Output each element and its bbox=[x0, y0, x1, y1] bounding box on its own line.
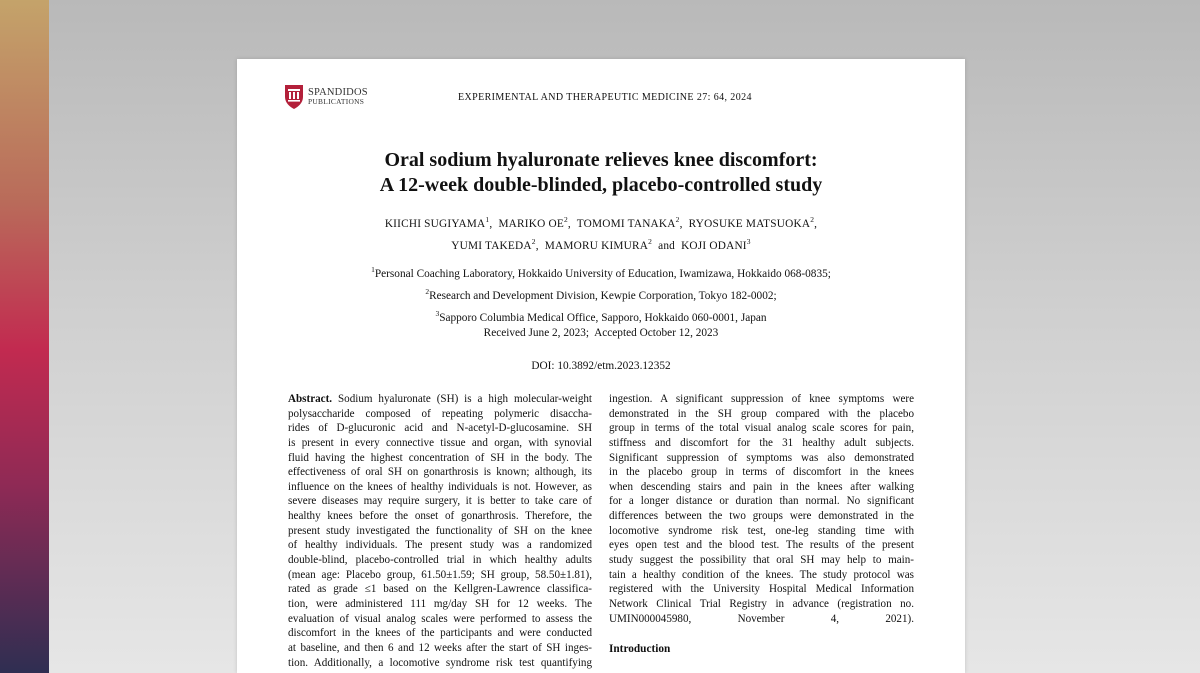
paper-title bbox=[237, 148, 965, 198]
abstract-line bbox=[288, 656, 592, 671]
abstract-line bbox=[288, 538, 592, 553]
shield-crest-icon bbox=[284, 84, 304, 110]
abstract-line-text: discomfort in the knees of the participants and were conducted bbox=[288, 627, 592, 640]
abstract-line-text: in the placebo group in terms of discomfort in the knees bbox=[609, 466, 914, 479]
abstract-line-text: at baseline, and then 6 and 12 weeks after the start of SH inges- bbox=[288, 641, 592, 654]
abstract-line-text: double-blind, placebo-controlled trial in which healthy adults bbox=[288, 554, 592, 567]
abstract-left-column bbox=[288, 392, 592, 670]
abstract-line bbox=[288, 509, 592, 524]
abstract-line bbox=[609, 421, 914, 436]
abstract-line-text: when descending stairs and pain in the knees after walking bbox=[609, 480, 914, 493]
journal-header: EXPERIMENTAL AND THERAPEUTIC MEDICINE 27: 64, 2024 bbox=[458, 92, 752, 103]
abstract-line bbox=[288, 582, 592, 597]
affiliation: $^3$Sapporo Columbia Medical Office, Sapporo, Hokkaido 060-0001, Japan bbox=[435, 308, 767, 324]
title-line: Oral sodium hyaluronate relieves knee discomfort: bbox=[384, 149, 818, 171]
author-name: YUMI TAKEDA bbox=[451, 239, 532, 252]
abstract-line bbox=[288, 465, 592, 480]
abstract-line bbox=[609, 524, 914, 539]
abstract-line-text: effectiveness of oral SH on gonarthrosis is known; although, its bbox=[288, 466, 592, 479]
abstract-line-text: group in terms of the total visual analog scale scores for pain, bbox=[609, 422, 914, 435]
received-accepted-dates: Received June 2, 2023; Accepted October 12, 2023 bbox=[483, 327, 719, 339]
publisher-subname: PUBLICATIONS bbox=[308, 97, 365, 106]
abstract-line bbox=[288, 524, 592, 539]
publisher-logo bbox=[284, 84, 374, 112]
abstract-line-text: stiffness and discomfort for the 31 healthy adult subjects. bbox=[609, 436, 914, 449]
abstract-line bbox=[288, 641, 592, 656]
abstract-line bbox=[288, 612, 592, 627]
affiliation-marker: 2 bbox=[675, 215, 680, 224]
abstract-line-text: (mean age: Placebo group, 61.50±1.59; SH group, 58.50±1.81), bbox=[288, 568, 592, 581]
abstract-line-text: evaluation of visual analog scales were performed to assess the bbox=[288, 612, 592, 625]
abstract-line-text: UMIN000045980, November 4, 2021). bbox=[609, 612, 914, 625]
abstract-line bbox=[288, 568, 592, 583]
decorative-color-stripe bbox=[0, 0, 49, 673]
abstract-line bbox=[609, 480, 914, 495]
abstract-right-column bbox=[609, 392, 914, 626]
affiliation-marker: 2 bbox=[531, 236, 536, 246]
author-name: MAMORU KIMURA bbox=[544, 239, 649, 252]
abstract-line bbox=[288, 407, 592, 422]
abstract-line-text: registered with the University Hospital Medical Information bbox=[609, 583, 914, 596]
abstract-line-text: for a longer distance or duration than normal. No significant bbox=[609, 495, 914, 508]
abstract-line-text: study suggest the possibility that oral SH may help to main- bbox=[609, 554, 914, 567]
abstract-line-text: is present in every connective tissue and organ, with synovial bbox=[288, 436, 592, 449]
abstract-line-text: Sodium hyaluronate (SH) is a high molecular-weight bbox=[337, 393, 592, 405]
abstract-line-text: rated as grade ≤1 based on the Kellgren-Lawrence classifica- bbox=[288, 583, 592, 596]
abstract-line bbox=[288, 626, 592, 641]
abstract-line-text: severe diseases may require surgery, it is better to take care of bbox=[288, 495, 592, 508]
abstract-line-text: demonstrated in the SH group compared with the placebo bbox=[609, 407, 914, 420]
affiliation-marker: 2 bbox=[648, 236, 653, 246]
abstract-line-text: tion, were administered 111 mg/day SH for 12 weeks. The bbox=[288, 597, 592, 610]
affiliation: $^2$Research and Development Division, Kewpie Corporation, Tokyo 182-0002; bbox=[425, 286, 777, 302]
section-heading-introduction: Introduction bbox=[609, 643, 671, 655]
abstract-line bbox=[609, 451, 914, 466]
abstract-line-text: polysaccharide composed of repeating polymeric disaccha- bbox=[288, 407, 592, 420]
author-name: TOMOMI TANAKA bbox=[576, 217, 676, 230]
author-name: MARIKO OE bbox=[498, 217, 564, 230]
abstract-line-text: healthy knees before the onset of gonarthrosis. Therefore, the bbox=[288, 510, 592, 523]
affiliation-marker: 1 bbox=[485, 215, 490, 224]
abstract-line-text: Significant suppression of symptoms was also demonstrated bbox=[609, 451, 914, 464]
abstract-line-text: differences between the two groups were demonstrated in the bbox=[609, 510, 914, 523]
abstract-label: Abstract. bbox=[288, 393, 338, 405]
abstract-line bbox=[288, 392, 592, 407]
abstract-line bbox=[609, 538, 914, 553]
abstract-line bbox=[609, 597, 914, 612]
abstract-line bbox=[609, 407, 914, 422]
abstract-line bbox=[288, 480, 592, 495]
author-name: KOJI ODANI bbox=[681, 239, 747, 252]
abstract-line bbox=[609, 582, 914, 597]
abstract-line bbox=[288, 494, 592, 509]
abstract-line bbox=[609, 494, 914, 509]
abstract-line-text: Network Clinical Trial Registry in advance (registration no. bbox=[609, 597, 914, 610]
abstract-line bbox=[288, 421, 592, 436]
author-name: KIICHI SUGIYAMA bbox=[384, 217, 486, 230]
abstract-line bbox=[609, 392, 914, 407]
abstract-line-text: tion. Additionally, a locomotive syndrome risk test quantifying bbox=[288, 656, 592, 669]
paper-page bbox=[237, 59, 965, 673]
abstract-line bbox=[288, 451, 592, 466]
affiliation-marker: 2 bbox=[810, 215, 815, 224]
abstract-line bbox=[288, 597, 592, 612]
affiliation-marker: 3 bbox=[746, 236, 751, 246]
abstract-line bbox=[609, 553, 914, 568]
title-line: A 12-week double-blinded, placebo-controlled study bbox=[379, 174, 823, 196]
abstract-line-text: influence on the knees of healthy individuals is not. However, as bbox=[288, 480, 592, 493]
affiliation-list bbox=[237, 261, 965, 326]
affiliation-marker: 2 bbox=[563, 215, 568, 224]
abstract-line-text: of healthy individuals. The present study was a randomized bbox=[288, 539, 592, 552]
author-line: YUMI TAKEDA$^2$, MAMORU KIMURA$^2$ and KOJI ODANI$^3$ bbox=[451, 236, 751, 252]
abstract-line-text: present study investigated the functionality of SH on the knee bbox=[288, 524, 592, 537]
abstract-line bbox=[288, 553, 592, 568]
abstract-line bbox=[609, 612, 914, 627]
abstract-line bbox=[288, 436, 592, 451]
abstract-line bbox=[609, 509, 914, 524]
abstract-line-text: fluid having the highest concentration of SH in the body. The bbox=[288, 451, 592, 464]
author-line: KIICHI SUGIYAMA$^1$, MARIKO $OE^2$, TOMOMI TANAKA$^2$, RYOSUKE MATSUOKA$^2$, bbox=[384, 215, 818, 230]
abstract-line-text: ingestion. A significant suppression of knee symptoms were bbox=[609, 393, 914, 405]
author-name: RYOSUKE MATSUOKA bbox=[688, 217, 811, 230]
abstract-line bbox=[609, 436, 914, 451]
doi-line: DOI: 10.3892/etm.2023.12352 bbox=[531, 360, 671, 372]
abstract-line-text: locomotive syndrome risk test, one-leg standing time with bbox=[609, 524, 914, 537]
publisher-name: SPANDIDOS bbox=[308, 87, 368, 98]
abstract-line-text: rides of D-glucuronic acid and N-acetyl-D-glucosamine. SH bbox=[288, 422, 592, 435]
abstract-line-text: eyes open test and the blood test. The results of the present bbox=[609, 539, 914, 552]
abstract-line bbox=[609, 568, 914, 583]
affiliation: $^1$Personal Coaching Laboratory, Hokkaido University of Education, Iwamizawa, Hokkaido 068-0835; bbox=[371, 265, 831, 280]
author-list bbox=[237, 211, 965, 255]
abstract-line bbox=[609, 465, 914, 480]
abstract-line-text: tain a healthy condition of the knees. The study protocol was bbox=[609, 568, 914, 581]
